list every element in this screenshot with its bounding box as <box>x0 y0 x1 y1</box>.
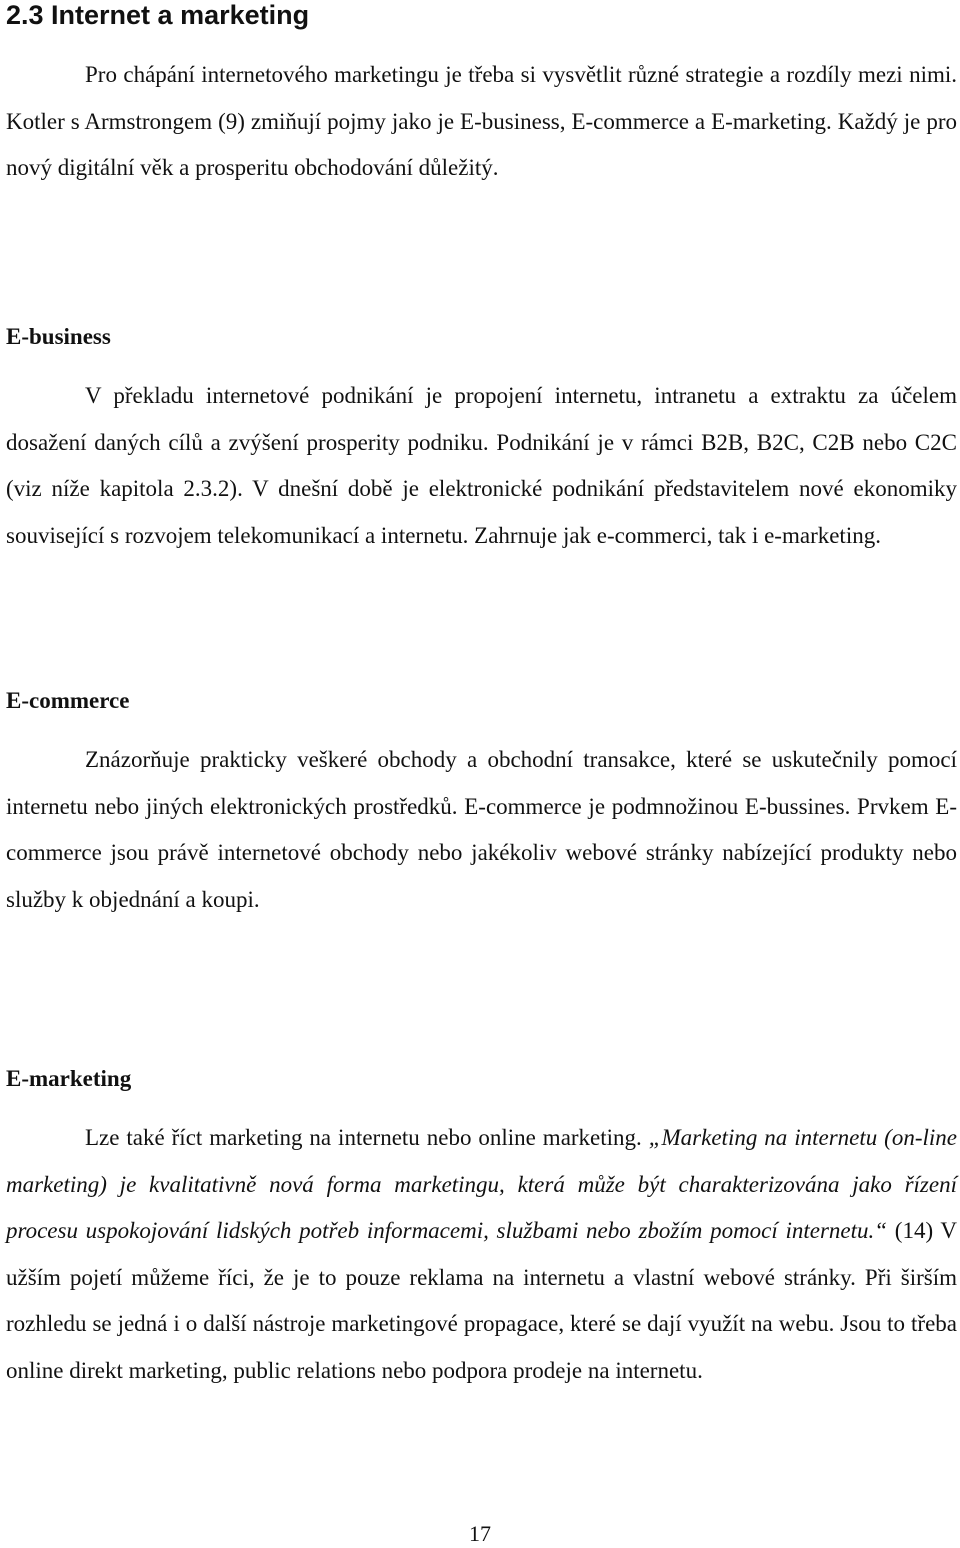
emarketing-heading: E-marketing <box>6 1066 132 1091</box>
intro-paragraph: Pro chápání internetového marketingu je třeba si vysvětlit různé strategie a rozdíly mezi nimi. Kotler s Armstrongem (9) zmiňují pojmy jako je E-business, E-commerce a E-marketing. Každý je pro nový digitální věk a prosperitu obchodování důležitý. <box>6 62 957 180</box>
ecommerce-heading: E-commerce <box>6 688 130 713</box>
ebusiness-paragraph: V překladu internetové podnikání je propojení internetu, intranetu a extraktu za účelem dosažení daných cílů a zvýšení prosperity podniku. Podnikání je v rámci B2B, B2C, C2B nebo C2C (viz níže kapitola 2.3.2). V dnešní době je elektronické podnikání představitelem nové ekonomiky související s rozvojem telekomunikací a internetu. Zahrnuje jak e-commerci, tak i e-marketing. <box>6 383 957 548</box>
section-title: 2.3 Internet a marketing <box>6 0 310 30</box>
emarketing-text-before: Lze také říct marketing na internetu nebo online marketing. <box>85 1125 649 1150</box>
emarketing-paragraph <box>6 1115 957 1394</box>
page-number: 17 <box>469 1521 491 1546</box>
emarketing-text-after: (14) V užším pojetí můžeme říci, že je to pouze reklama na internetu a vlastní webové stránky. Při širším rozhledu se jedná i o další nástroje marketingové propagace, které se dají využít na webu. Jsou to třeba online direkt marketing, public relations nebo podpora prodeje na internetu. <box>6 1218 958 1383</box>
ebusiness-heading: E-business <box>6 324 111 349</box>
emarketing-quote: „Marketing na internetu (on-line marketing) je kvalitativně nová forma marketingu, která může být charakterizována jako řízení procesu uspokojování lidských potřeb informacemi, službami nebo zbožím pomocí internetu.“ <box>6 1125 957 1243</box>
ecommerce-paragraph: Znázorňuje prakticky veškeré obchody a obchodní transakce, které se uskutečnily pomocí internetu nebo jiných elektronických prostředků. E-commerce je podmnožinou E-bussines. Prvkem E-commerce jsou právě internetové obchody nebo jakékoliv webové stránky nabízející produkty nebo služby k objednání a koupi. <box>6 747 957 912</box>
